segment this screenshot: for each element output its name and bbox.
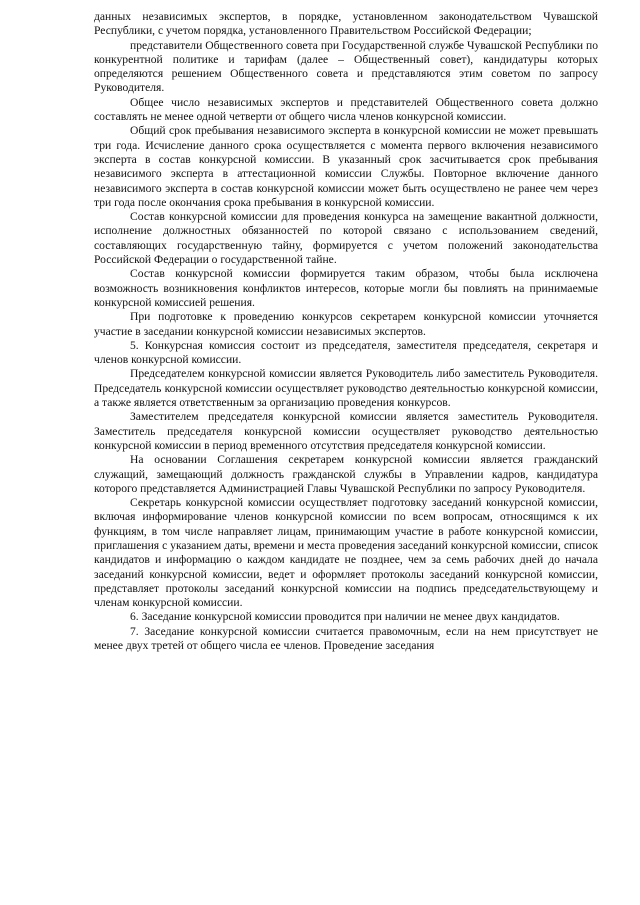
paragraph-deputy-chairman: Заместителем председателя конкурсной комиссии является заместитель Руководителя. Заместитель председателя конкурсной комиссии осуществляет руководство деятельностью конкурсной комиссии в период временного отсутствия председателя конкурсной комиссии. xyxy=(94,410,598,452)
paragraph-secretary-appointment: На основании Соглашения секретарем конкурсной комиссии является гражданский служащий, замещающий должность гражданской службы в Управлении кадров, кандидатура которого представляется Администрацией Главы Чувашской Республики по запросу Руководителя. xyxy=(94,453,598,495)
paragraph-expert-quota: Общее число независимых экспертов и представителей Общественного совета должно составлять не менее одной четверти от общего числа членов конкурсной комиссии. xyxy=(94,95,598,124)
paragraph-secretary-duties: Секретарь конкурсной комиссии осуществляет подготовку заседаний конкурсной комиссии, включая информирование членов конкурсной комиссии по всем вопросам, относящимся к их функциям, в том числе направляет лицам, принимающим участие в работе конкурсной комиссии, приглашения с указанием даты, времени и места проведения заседаний конкурсной комиссии, список кандидатов и информацию о каждом кандидате не позднее, чем за семь рабочих дней до начала заседаний конкурсной комиссии, ведет и оформляет протоколы заседаний конкурсной комиссии, представляет протоколы заседаний конкурсной комиссии на подпись председательствующему и членам конкурсной комиссии. xyxy=(94,496,598,610)
paragraph-section-7: 7. Заседание конкурсной комиссии считается правомочным, если на нем присутствует не менее двух третей от общего числа ее членов. Проведение заседания xyxy=(94,624,598,653)
paragraph-state-secret: Состав конкурсной комиссии для проведения конкурса на замещение вакантной должности, исполнение должностных обязанностей по которой связано с использованием сведений, составляющих государственную тайну, формируется с учетом положений законодательства Российской Федерации о государственной тайне. xyxy=(94,210,598,267)
paragraph-section-6: 6. Заседание конкурсной комиссии проводится при наличии не менее двух кандидатов. xyxy=(130,610,560,624)
paragraph-chairman: Председателем конкурсной комиссии является Руководитель либо заместитель Руководителя. Председатель конкурсной комиссии осуществляет руководство деятельностью конкурсной комиссии, а также является ответственным за организацию проведения конкурсов. xyxy=(94,367,598,410)
paragraph-conflict-of-interest: Состав конкурсной комиссии формируется таким образом, чтобы была исключена возможность возникновения конфликтов интересов, которые могли бы повлиять на принимаемые конкурсной комиссией решения. xyxy=(94,267,598,309)
paragraph-expert-participation: При подготовке к проведению конкурсов секретарем конкурсной комиссии уточняется участие в заседании конкурсной комиссии независимых экспертов. xyxy=(94,310,598,338)
paragraph-section-5: 5. Конкурсная комиссия состоит из председателя, заместителя председателя, секретаря и членов конкурсной комиссии. xyxy=(94,338,598,367)
paragraph-expert-term: Общий срок пребывания независимого эксперта в конкурсной комиссии не может превышать три года. Исчисление данного срока осуществляется с момента первого включения независимого эксперта в состав конкурсной комиссии. В указанный срок засчитывается срок пребывания независимого эксперта в аттестационной комиссии Службы. Повторное включение данного независимого эксперта в состав конкурсной комиссии может быть осуществлено не ранее чем через три года после окончания срока пребывания в конкурсной комиссии. xyxy=(94,124,598,209)
paragraph-continuation: данных независимых экспертов, в порядке, установленном законодательством Чувашской Республики, с учетом порядка, установленного Правительством Российской Федерации; xyxy=(94,10,598,38)
paragraph-public-council-representatives: представители Общественного совета при Государственной службе Чувашской Республики по конкурентной политике и тарифам (далее – Общественный совет), кандидатуры которых определяются решением Общественного совета и представляются этим советом по запросу Руководителя. xyxy=(94,38,598,95)
